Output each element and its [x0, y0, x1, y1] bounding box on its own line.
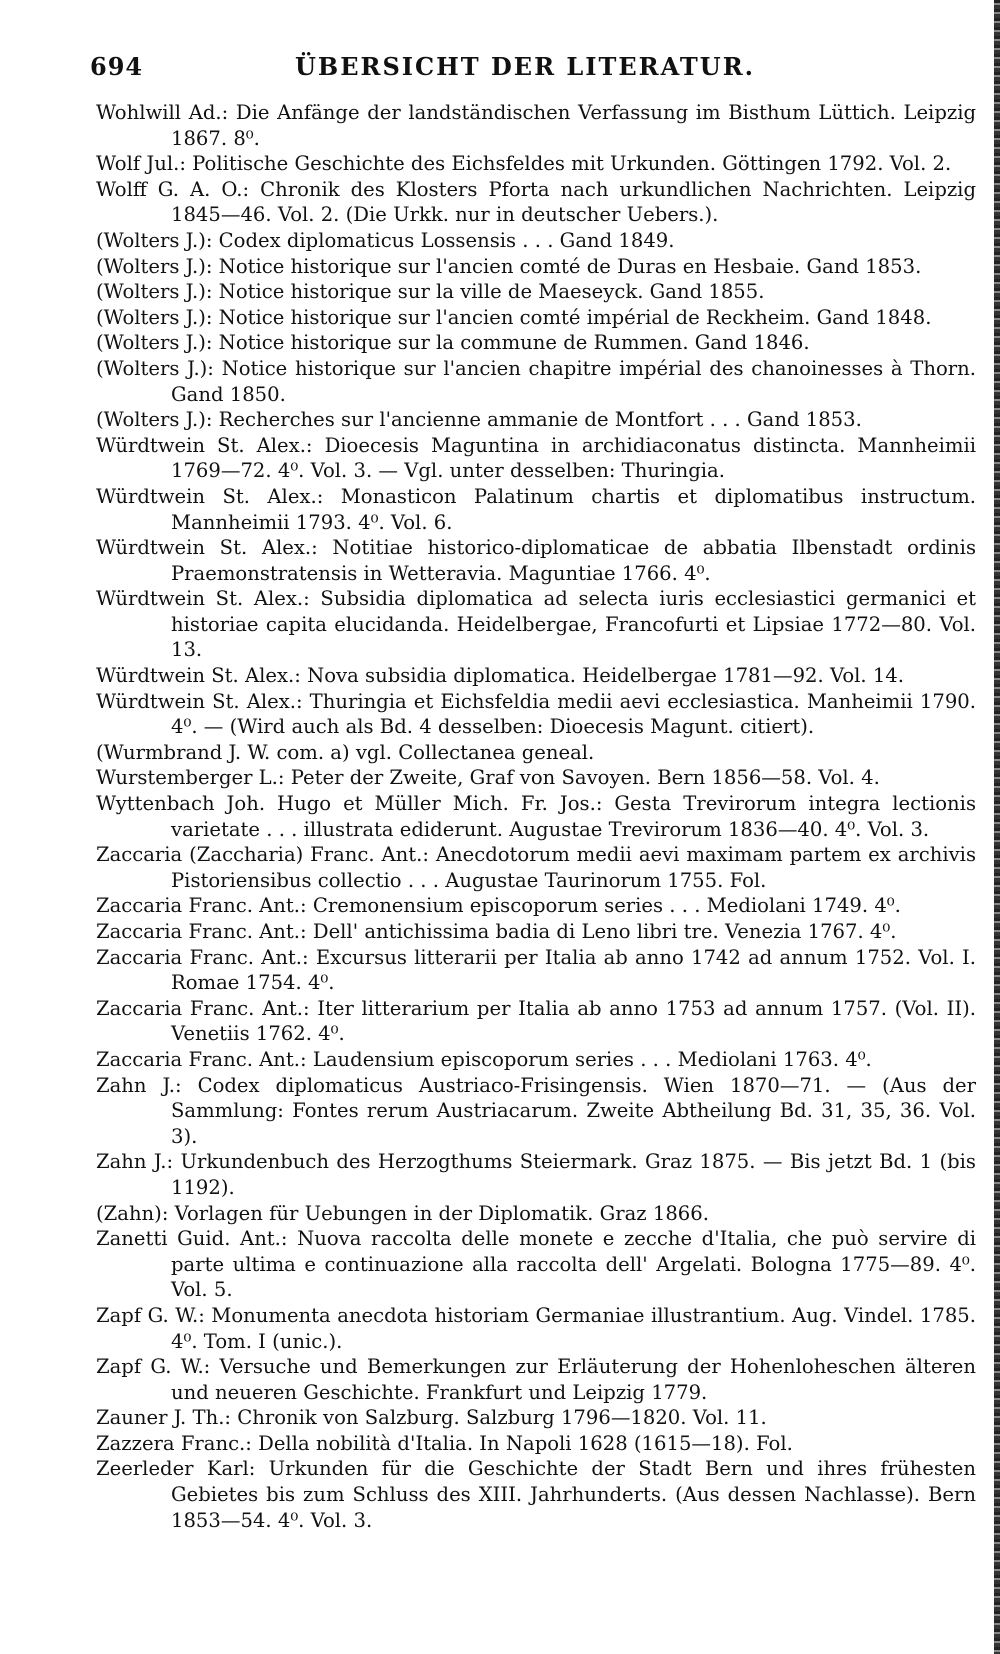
- page-binding-edge: [994, 0, 1000, 1654]
- bibliography-entry: Würdtwein St. Alex.: Notitiae historico-diplomaticae de abbatia Ilbenstadt ordinis Praemonstratensis in Wetteravia. Maguntiae 1766. 4⁰.: [96, 536, 976, 585]
- bibliography-entry: Würdtwein St. Alex.: Monasticon Palatinum chartis et diplomatibus instructum. Mannheimii 1793. 4⁰. Vol. 6.: [96, 484, 976, 534]
- bibliography-entry: Zaccaria Franc. Ant.: Cremonensium episcoporum series . . . Mediolani 1749. 4⁰.: [96, 894, 901, 918]
- bibliography-entry: (Wolters J.): Recherches sur l'ancienne ammanie de Montfort . . . Gand 1853.: [96, 408, 862, 432]
- bibliography-entry: Zaccaria Franc. Ant.: Dell' antichissima badia di Leno libri tre. Venezia 1767. 4⁰.: [96, 920, 897, 943]
- bibliography-entry: (Wolters J.): Notice historique sur l'ancien comté impérial de Reckheim. Gand 1848.: [96, 305, 932, 329]
- bibliography-entry: Würdtwein St. Alex.: Nova subsidia diplomatica. Heidelbergae 1781—92. Vol. 14.: [96, 664, 904, 688]
- bibliography-entry: Zahn J.: Codex diplomaticus Austriaco-Frisingensis. Wien 1870—71. — (Aus der Sammlung: Fontes rerum Austriacarum. Zweite Abtheilung Bd. 31, 35, 36. Vol. 3).: [96, 1073, 976, 1148]
- bibliography-entry: Wolf Jul.: Politische Geschichte des Eichsfeldes mit Urkunden. Göttingen 1792. Vol. 2.: [96, 152, 952, 176]
- page-number: 694: [90, 52, 144, 81]
- bibliography-entry: Zahn J.: Urkundenbuch des Herzogthums Steiermark. Graz 1875. — Bis jetzt Bd. 1 (bis 1192).: [96, 1150, 976, 1199]
- bibliography-entry: Zapf G. W.: Versuche und Bemerkungen zur Erläuterung der Hohenloheschen älteren und neueren Geschichte. Frankfurt und Leipzig 1779.: [96, 1355, 976, 1404]
- bibliography-entry: Zanetti Guid. Ant.: Nuova raccolta delle monete e zecche d'Italia, che può servire di parte ultima e continuazione alla raccolta dell' Argelati. Bologna 1775—89. 4⁰. Vol. 5.: [96, 1227, 976, 1302]
- bibliography-entry: Zeerleder Karl: Urkunden für die Geschichte der Stadt Bern und ihres frühesten Gebietes bis zum Schluss des XIII. Jahrhunderts. (Aus dessen Nachlasse). Bern 1853—54. 4⁰. Vol. 3.: [96, 1457, 976, 1532]
- bibliography-entry: (Wolters J.): Notice historique sur la ville de Maeseyck. Gand 1855.: [96, 280, 765, 304]
- bibliography-entry: (Wolters J.): Notice historique sur l'ancien chapitre impérial des chanoinesses à Thorn. Gand 1850.: [96, 356, 976, 406]
- bibliography-entry: Zaccaria Franc. Ant.: Iter litterarium per Italia ab anno 1753 ad annum 1757. (Vol. II). Venetiis 1762. 4⁰.: [96, 996, 976, 1046]
- bibliography-entry: (Wolters J.): Notice historique sur l'ancien comté de Duras en Hesbaie. Gand 1853.: [96, 254, 922, 278]
- bibliography-list: [96, 100, 976, 1533]
- bibliography-entry: Zaccaria (Zaccharia) Franc. Ant.: Anecdotorum medii aevi maximam partem ex archivis Pistoriensibus collectio . . . Augustae Taurinorum 1755. Fol.: [96, 843, 976, 892]
- bibliography-entry: Würdtwein St. Alex.: Subsidia diplomatica ad selecta iuris ecclesiastici germanici et historiae capita elucidanda. Heidelbergae, Francofurti et Lipsiae 1772—80. Vol. 13.: [96, 587, 976, 662]
- bibliography-entry: Zauner J. Th.: Chronik von Salzburg. Salzburg 1796—1820. Vol. 11.: [96, 1406, 767, 1430]
- bibliography-entry: Zapf G. W.: Monumenta anecdota historiam Germaniae illustrantium. Aug. Vindel. 1785. 4⁰. Tom. I (unic.).: [96, 1303, 976, 1353]
- bibliography-entry: Wyttenbach Joh. Hugo et Müller Mich. Fr. Jos.: Gesta Trevirorum integra lectionis varietate . . . illustrata ediderunt. Augustae Trevirorum 1836—40. 4⁰. Vol. 3.: [96, 792, 976, 841]
- bibliography-entry: Wohlwill Ad.: Die Anfänge der landständischen Verfassung im Bisthum Lüttich. Leipzig 1867. 8⁰.: [96, 101, 976, 150]
- bibliography-entry: (Wolters J.): Notice historique sur la commune de Rummen. Gand 1846.: [96, 331, 810, 355]
- running-title: ÜBERSICHT DER LITERATUR.: [294, 52, 755, 81]
- bibliography-entry: (Wurmbrand J. W. com. a) vgl. Collectanea geneal.: [96, 740, 595, 764]
- bibliography-entry: Zazzera Franc.: Della nobilità d'Italia. In Napoli 1628 (1615—18). Fol.: [96, 1431, 793, 1455]
- bibliography-entry: Zaccaria Franc. Ant.: Excursus litterarii per Italia ab anno 1742 ad annum 1752. Vol. I. Romae 1754. 4⁰.: [96, 945, 976, 995]
- bibliography-entry: Zaccaria Franc. Ant.: Laudensium episcoporum series . . . Mediolani 1763. 4⁰.: [96, 1047, 872, 1071]
- page-header: [90, 52, 960, 92]
- bibliography-entry: (Zahn): Vorlagen für Uebungen in der Diplomatik. Graz 1866.: [96, 1201, 709, 1225]
- bibliography-entry: Würdtwein St. Alex.: Dioecesis Maguntina in archidiaconatus distincta. Mannheimii 1769—72. 4⁰. Vol. 3. — Vgl. unter desselben: Thuringia.: [96, 433, 976, 483]
- bibliography-entry: Wurstemberger L.: Peter der Zweite, Graf von Savoyen. Bern 1856—58. Vol. 4.: [96, 766, 880, 790]
- bibliography-entry: Wolff G. A. O.: Chronik des Klosters Pforta nach urkundlichen Nachrichten. Leipzig 1845—46. Vol. 2. (Die Urkk. nur in deutscher Uebers.).: [96, 177, 976, 227]
- bibliography-entry: (Wolters J.): Codex diplomaticus Lossensis . . . Gand 1849.: [96, 228, 675, 252]
- bibliography-entry: Würdtwein St. Alex.: Thuringia et Eichsfeldia medii aevi ecclesiastica. Manheimii 1790. 4⁰. — (Wird auch als Bd. 4 desselben: Dioecesis Magunt. citiert).: [96, 689, 976, 739]
